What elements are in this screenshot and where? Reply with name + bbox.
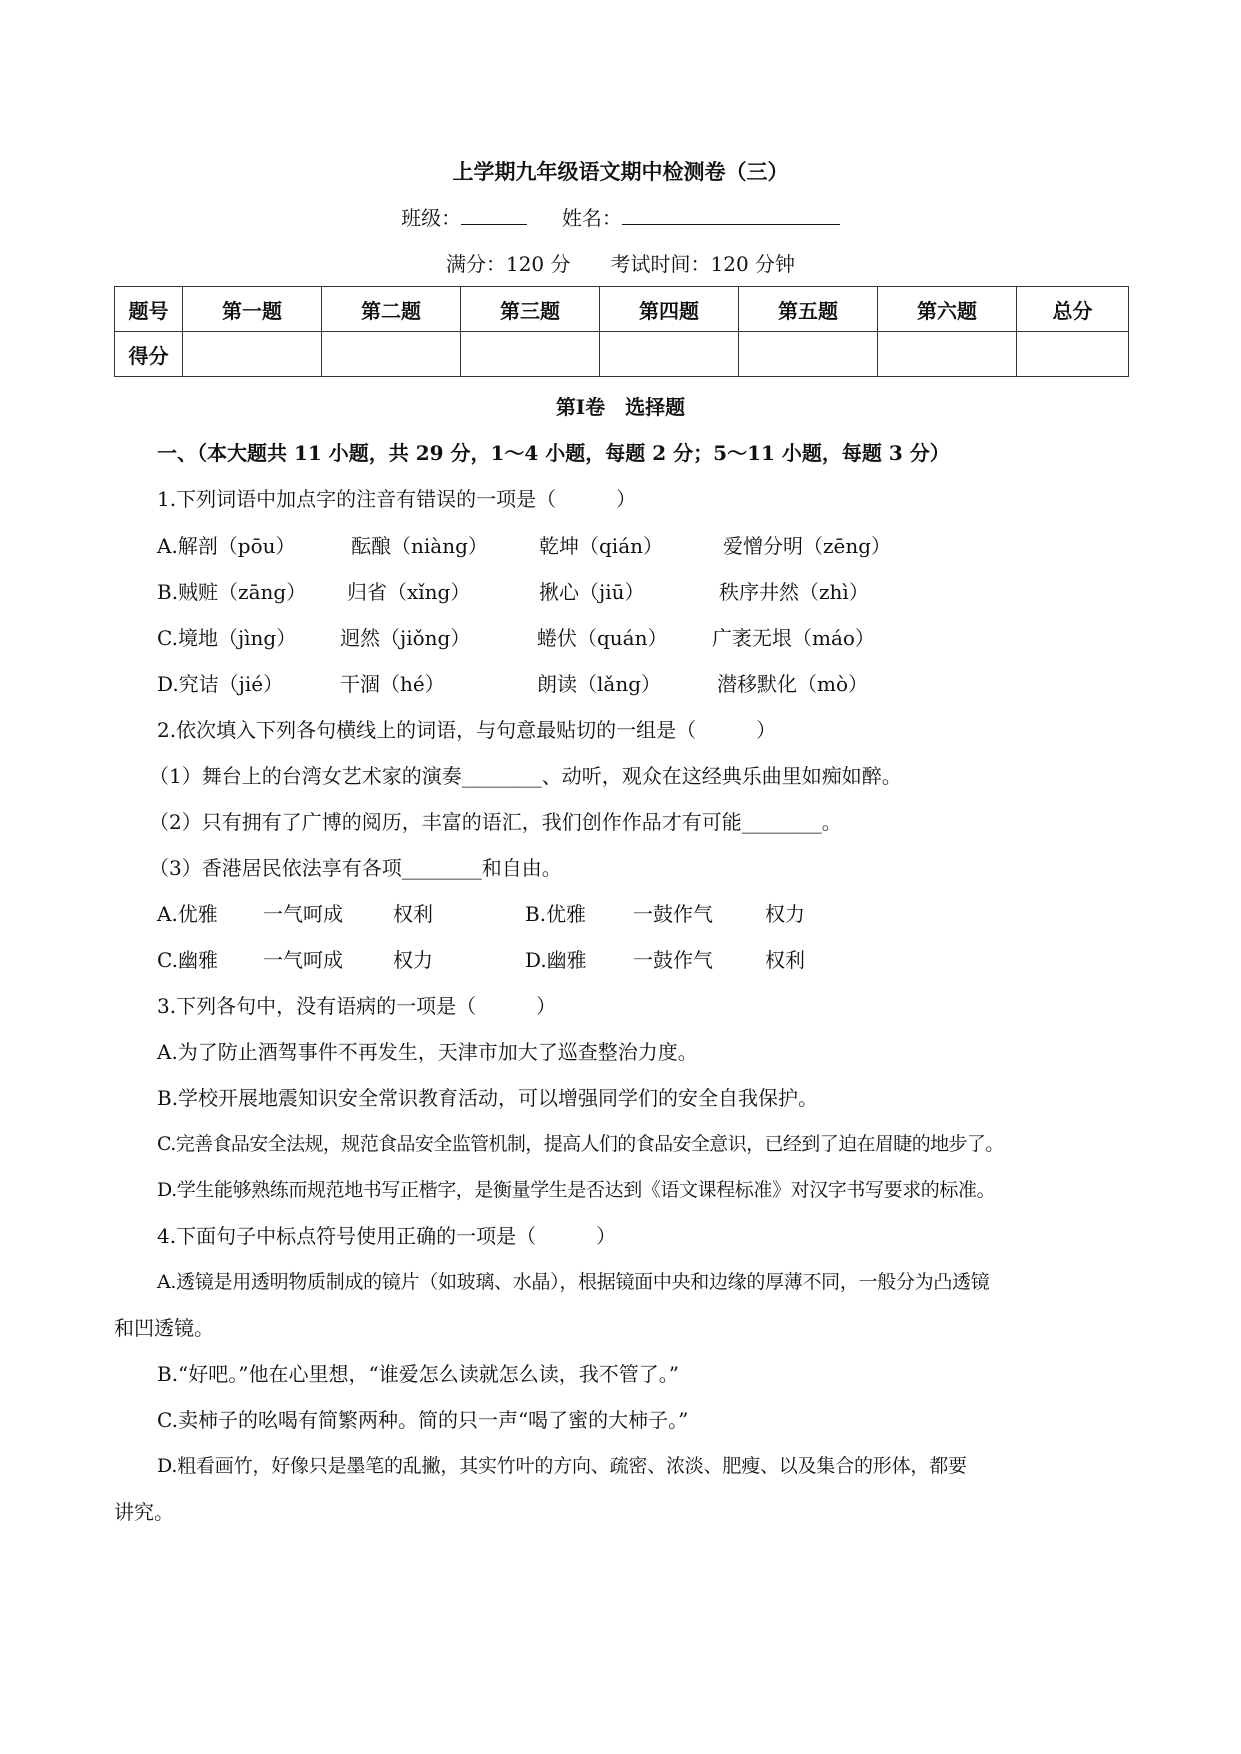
q1-option-row: [157, 532, 891, 560]
q2-option-item: 权力: [393, 948, 433, 972]
q4-option-a-cont: 和凹透镜。: [114, 1316, 214, 1340]
q2-option-item: 一鼓作气: [633, 948, 713, 972]
q4-option-d: D.粗看画竹，好像只是墨笔的乱撇，其实竹叶的方向、疏密、浓淡、肥瘦、以及集合的形体，都要: [157, 1455, 967, 1477]
q1-option-item: 秩序井然（zhì）: [719, 580, 869, 604]
q1-option-item: 广袤无垠（máo）: [712, 626, 875, 650]
q1-option-item: 爱憎分明（zēng）: [723, 534, 892, 558]
q4-option-b: B.“好吧。”他在心里想，“谁爱怎么读就怎么读，我不管了。”: [157, 1362, 679, 1386]
q1-option-item: B.贼赃（zāng）: [157, 580, 307, 604]
q2-option-item: 权利: [393, 902, 433, 926]
q4-option-c: C.卖柿子的吆喝有简繁两种。简的只一声“喝了蜜的大柿子。”: [157, 1408, 689, 1432]
q1-option-item: 揪心（jiū）: [539, 580, 645, 604]
q3-option-b: B.学校开展地震知识安全常识教育活动，可以增强同学们的安全自我保护。: [157, 1086, 819, 1110]
q1-option-item: 酝酿（niàng）: [351, 534, 488, 558]
q1-option-item: D.究诘（jié）: [157, 672, 284, 696]
section-title: 第Ⅰ卷 选择题: [555, 395, 686, 419]
score-table-header-row: [115, 287, 1129, 332]
score-cell[interactable]: [878, 332, 1017, 377]
score-table-score-row: [115, 332, 1129, 377]
q2-option-item: 一气呵成: [263, 948, 343, 972]
q1-option-item: C.境地（jìng）: [157, 626, 297, 650]
q2-option-item: 权利: [765, 948, 805, 972]
q3-option-d: D.学生能够熟练而规范地书写正楷字，是衡量学生是否达到《语文课程标准》对汉字书写要求的标准。: [157, 1179, 996, 1201]
q4-stem: 4.下面句子中标点符号使用正确的一项是（ ）: [157, 1224, 617, 1248]
q1-option-item: 干涸（hé）: [340, 672, 445, 696]
q2-option-item: A.优雅: [157, 902, 218, 926]
part-heading: 一、（本大题共 11 小题，共 29 分，1～4 小题，每题 2 分；5～11 小题，每题 3 分）: [157, 441, 950, 465]
q2-option-row: [157, 900, 805, 928]
q1-option-item: 归省（xǐng）: [347, 580, 471, 604]
table-header-cell: 题号: [115, 287, 183, 332]
q1-option-item: A.解剖（pōu）: [157, 534, 296, 558]
q4-option-a: A.透镜是用透明物质制成的镜片（如玻璃、水晶），根据镜面中央和边缘的厚薄不同，一般分为凸透镜: [157, 1271, 990, 1293]
q3-option-c: C.完善食品安全法规，规范食品安全监管机制，提高人们的食品安全意识，已经到了迫在眉睫的地步了。: [157, 1133, 1004, 1155]
q1-option-row: [157, 670, 868, 698]
page-title: 上学期九年级语文期中检测卷（三）: [452, 159, 789, 184]
table-header-cell: 第四题: [600, 287, 739, 332]
class-blank[interactable]: [461, 204, 527, 225]
q2-sentence-3: （3）香港居民依法享有各项________和自由。: [149, 856, 562, 880]
score-cell[interactable]: [183, 332, 322, 377]
q3-stem: 3.下列各句中，没有语病的一项是（ ）: [157, 994, 557, 1018]
student-info-line: [0, 204, 1241, 232]
q1-option-row: [157, 578, 869, 606]
q1-option-item: 蜷伏（quán）: [537, 626, 668, 650]
class-label: 班级：: [401, 206, 462, 230]
q1-option-item: 乾坤（qián）: [539, 534, 664, 558]
name-label: 姓名：: [561, 206, 622, 230]
table-header-cell: 第一题: [183, 287, 322, 332]
score-cell[interactable]: [739, 332, 878, 377]
q2-sentence-1: （1）舞台上的台湾女艺术家的演奏________、动听，观众在这经典乐曲里如痴如醉。: [149, 764, 902, 788]
q1-option-row: [157, 624, 875, 652]
table-header-cell: 总分: [1017, 287, 1129, 332]
q4-option-d-cont: 讲究。: [114, 1500, 174, 1524]
q2-option-item: 权力: [765, 902, 805, 926]
q1-option-item: 迥然（jiǒng）: [340, 626, 471, 650]
score-cell[interactable]: [461, 332, 600, 377]
q2-option-item: D.幽雅: [525, 948, 587, 972]
q2-sentence-2: （2）只有拥有了广博的阅历，丰富的语汇，我们创作作品才有可能________。: [149, 810, 842, 834]
table-header-cell: 第六题: [878, 287, 1017, 332]
name-blank[interactable]: [622, 204, 840, 225]
exam-info: 满分：120 分 考试时间：120 分钟: [445, 252, 796, 276]
q2-option-item: C.幽雅: [157, 948, 218, 972]
table-header-cell: 第五题: [739, 287, 878, 332]
q1-stem: 1.下列词语中加点字的注音有错误的一项是（ ）: [157, 487, 637, 511]
q2-option-row: [157, 946, 805, 974]
score-cell[interactable]: [322, 332, 461, 377]
score-cell[interactable]: [1017, 332, 1129, 377]
q2-option-item: 一鼓作气: [633, 902, 713, 926]
score-row-label: 得分: [115, 332, 183, 377]
score-table: [114, 286, 1129, 377]
q3-option-a: A.为了防止酒驾事件不再发生，天津市加大了巡查整治力度。: [157, 1040, 698, 1064]
q1-option-item: 潜移默化（mò）: [717, 672, 869, 696]
q2-option-item: 一气呵成: [263, 902, 343, 926]
q2-stem: 2.依次填入下列各句横线上的词语，与句意最贴切的一组是（ ）: [157, 718, 777, 742]
table-header-cell: 第二题: [322, 287, 461, 332]
q2-option-item: B.优雅: [525, 902, 587, 926]
score-cell[interactable]: [600, 332, 739, 377]
table-header-cell: 第三题: [461, 287, 600, 332]
q1-option-item: 朗读（lǎng）: [537, 672, 662, 696]
